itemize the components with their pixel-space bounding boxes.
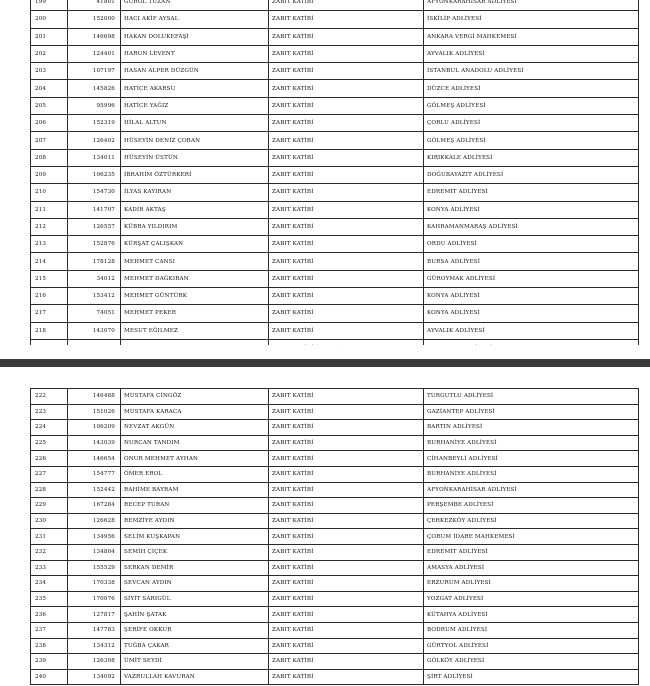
job-title-cell: ZABIT KATİBİ <box>269 80 424 97</box>
full-name-cell: ŞAHİN ŞATAK <box>121 607 269 623</box>
registry-number-cell: 134092 <box>68 669 121 685</box>
full-name-cell: ŞERİFE OKKUR <box>121 622 269 638</box>
full-name-cell: İLYAS KAYIRAN <box>121 184 269 201</box>
table-row <box>31 513 639 529</box>
row-number-cell: 209 <box>31 166 68 183</box>
job-title-cell: ZABIT KATİBİ <box>269 149 424 166</box>
personnel-table-page-1 <box>30 0 639 392</box>
row-number-cell: 205 <box>31 97 68 114</box>
job-title-cell: ZABIT KATİBİ <box>269 544 424 560</box>
job-title-cell: ZABIT KATİBİ <box>269 322 424 339</box>
table-row <box>31 218 639 235</box>
full-name-cell: MUSTAFA KARACA <box>121 404 269 420</box>
job-title-cell: ZABIT KATİBİ <box>269 201 424 218</box>
row-number-cell: 225 <box>31 435 68 451</box>
assigned-unit-cell: EDREMİT ADLİYESİ <box>424 184 639 201</box>
full-name-cell: ONUR MEHMET AYHAN <box>121 451 269 467</box>
job-title-cell: ZABIT KATİBİ <box>269 288 424 305</box>
assigned-unit-cell: ÇORUM İDARE MAHKEMESİ <box>424 529 639 545</box>
registry-number-cell: 126402 <box>68 132 121 149</box>
full-name-cell: VAZRULLAH KAVURAN <box>121 669 269 685</box>
assigned-unit-cell: GÖLMEŞ ADLİYESİ <box>424 97 639 114</box>
full-name-cell: HARUN LEVENT <box>121 45 269 62</box>
table-row <box>31 654 639 670</box>
full-name-cell: NURCAN TANDIM <box>121 435 269 451</box>
registry-number-cell: 106235 <box>68 166 121 183</box>
full-name-cell: KÜRŞAT ÇALIŞKAN <box>121 236 269 253</box>
row-number-cell: 230 <box>31 513 68 529</box>
row-number-cell: 215 <box>31 270 68 287</box>
row-number-cell: 216 <box>31 288 68 305</box>
assigned-unit-cell: İSTANBUL ANADOLU ADLİYESİ <box>424 63 639 80</box>
page-separator-bar <box>0 359 650 367</box>
assigned-unit-cell: KAHRAMANMARAŞ ADLİYESİ <box>424 218 639 235</box>
document-page-2 <box>0 372 650 686</box>
table-row <box>31 576 639 592</box>
assigned-unit-cell: KÜTAHYA ADLİYESİ <box>424 607 639 623</box>
registry-number-cell: 152876 <box>68 236 121 253</box>
assigned-unit-cell: AYVALIK ADLİYESİ <box>424 322 639 339</box>
job-title-cell: ZABIT KATİBİ <box>269 560 424 576</box>
assigned-unit-cell: BARTIN ADLİYESİ <box>424 420 639 436</box>
assigned-unit-cell: GÜRTYOL ADLİYESİ <box>424 638 639 654</box>
registry-number-cell: 126557 <box>68 218 121 235</box>
registry-number-cell: 134011 <box>68 149 121 166</box>
full-name-cell: HATİCE AKARSU <box>121 80 269 97</box>
full-name-cell: HASAN ALPER DÜZGÜN <box>121 63 269 80</box>
registry-number-cell: 154730 <box>68 184 121 201</box>
row-number-cell: 229 <box>31 498 68 514</box>
row-number-cell: 235 <box>31 591 68 607</box>
table-row <box>31 184 639 201</box>
full-name-cell: HİLAL ALTUN <box>121 115 269 132</box>
job-title-cell: ZABIT KATİBİ <box>269 115 424 132</box>
registry-number-cell: 143039 <box>68 435 121 451</box>
full-name-cell: MEHMET CANSI <box>121 253 269 270</box>
registry-number-cell: 178128 <box>68 253 121 270</box>
table-row <box>31 638 639 654</box>
row-number-cell: 231 <box>31 529 68 545</box>
full-name-cell: KADİR AKTAŞ <box>121 201 269 218</box>
registry-number-cell: 146698 <box>68 28 121 45</box>
assigned-unit-cell: ANKARA VERGİ MAHKEMESİ <box>424 28 639 45</box>
full-name-cell: HÜSEYİN ÜSTÜN <box>121 149 269 166</box>
registry-number-cell: 152442 <box>68 482 121 498</box>
registry-number-cell: 74051 <box>68 305 121 322</box>
job-title-cell: ZABIT KATİBİ <box>269 466 424 482</box>
assigned-unit-cell: ÇORLU ADLİYESİ <box>424 115 639 132</box>
personnel-table-page-2 <box>30 388 639 685</box>
assigned-unit-cell: GÖLMEŞ ADLİYESİ <box>424 132 639 149</box>
row-number-cell: 218 <box>31 322 68 339</box>
job-title-cell: ZABIT KATİBİ <box>269 132 424 149</box>
assigned-unit-cell: DOĞUBAYAZIT ADLİYESİ <box>424 166 639 183</box>
table-row <box>31 0 639 11</box>
registry-number-cell: 107197 <box>68 63 121 80</box>
full-name-cell: MEHMET PEKER <box>121 305 269 322</box>
table-row <box>31 622 639 638</box>
row-number-cell: 228 <box>31 482 68 498</box>
row-number-cell: 202 <box>31 45 68 62</box>
assigned-unit-cell: KONYA ADLİYESİ <box>424 305 639 322</box>
table-row <box>31 560 639 576</box>
table-row <box>31 404 639 420</box>
registry-number-cell: 167284 <box>68 498 121 514</box>
registry-number-cell: 126628 <box>68 513 121 529</box>
row-number-cell: 233 <box>31 560 68 576</box>
job-title-cell: ZABIT KATİBİ <box>269 576 424 592</box>
job-title-cell: ZABIT KATİBİ <box>269 529 424 545</box>
full-name-cell: SELİM KUŞKAPAN <box>121 529 269 545</box>
registry-number-cell: 95996 <box>68 97 121 114</box>
full-name-cell: ÜMİT SEYDİ <box>121 654 269 670</box>
table-row <box>31 451 639 467</box>
job-title-cell: ZABIT KATİBİ <box>269 28 424 45</box>
row-number-cell: 232 <box>31 544 68 560</box>
row-number-cell: 203 <box>31 63 68 80</box>
full-name-cell: RAHİME BAYRAM <box>121 482 269 498</box>
job-title-cell: ZABIT KATİBİ <box>269 305 424 322</box>
job-title-cell: ZABIT KATİBİ <box>269 638 424 654</box>
full-name-cell: NEVZAT AKGÜN <box>121 420 269 436</box>
full-name-cell: HÜSEYİN DENİZ ÇOBAN <box>121 132 269 149</box>
registry-number-cell: 154777 <box>68 466 121 482</box>
full-name-cell: ÖMER EROL <box>121 466 269 482</box>
registry-number-cell: 127817 <box>68 607 121 623</box>
job-title-cell: ZABIT KATİBİ <box>269 0 424 11</box>
row-number-cell: 226 <box>31 451 68 467</box>
assigned-unit-cell: GÜROYMAK ADLİYESİ <box>424 270 639 287</box>
assigned-unit-cell: BURHANİYE ADLİYESİ <box>424 435 639 451</box>
full-name-cell: SEVCAN AYDIN <box>121 576 269 592</box>
registry-number-cell: 170338 <box>68 576 121 592</box>
table-row <box>31 97 639 114</box>
table-row <box>31 166 639 183</box>
table-row <box>31 201 639 218</box>
job-title-cell: ZABIT KATİBİ <box>269 498 424 514</box>
assigned-unit-cell: GAZİANTEP ADLİYESİ <box>424 404 639 420</box>
job-title-cell: ZABIT KATİBİ <box>269 513 424 529</box>
registry-number-cell: 153412 <box>68 288 121 305</box>
row-number-cell: 217 <box>31 305 68 322</box>
assigned-unit-cell: TURGUTLU ADLİYESİ <box>424 389 639 405</box>
registry-number-cell: 170076 <box>68 591 121 607</box>
table-row <box>31 482 639 498</box>
job-title-cell: ZABIT KATİBİ <box>269 591 424 607</box>
row-number-cell: 213 <box>31 236 68 253</box>
full-name-cell: GÜROL TUZAN <box>121 0 269 11</box>
table-row <box>31 28 639 45</box>
full-name-cell: SEMİH ÇİÇEK <box>121 544 269 560</box>
table-row <box>31 149 639 166</box>
row-number-cell: 207 <box>31 132 68 149</box>
table-row <box>31 11 639 28</box>
registry-number-cell: 134956 <box>68 529 121 545</box>
assigned-unit-cell: EDREMİT ADLİYESİ <box>424 544 639 560</box>
full-name-cell: KÜBRA YILDIRIM <box>121 218 269 235</box>
job-title-cell: ZABIT KATİBİ <box>269 622 424 638</box>
row-number-cell: 208 <box>31 149 68 166</box>
row-number-cell: 211 <box>31 201 68 218</box>
row-number-cell: 237 <box>31 622 68 638</box>
job-title-cell: ZABIT KATİBİ <box>269 482 424 498</box>
full-name-cell: MUSTAFA CİNGÖZ <box>121 389 269 405</box>
registry-number-cell: 146488 <box>68 389 121 405</box>
assigned-unit-cell: KIRIKKALE ADLİYESİ <box>424 149 639 166</box>
job-title-cell: ZABIT KATİBİ <box>269 166 424 183</box>
assigned-unit-cell: KONYA ADLİYESİ <box>424 201 639 218</box>
table-row <box>31 253 639 270</box>
table-body-page-1 <box>31 0 639 391</box>
table-row <box>31 669 639 685</box>
assigned-unit-cell: ORDU ADLİYESİ <box>424 236 639 253</box>
job-title-cell: ZABIT KATİBİ <box>269 389 424 405</box>
job-title-cell: ZABIT KATİBİ <box>269 420 424 436</box>
table-row <box>31 45 639 62</box>
row-number-cell: 227 <box>31 466 68 482</box>
job-title-cell: ZABIT KATİBİ <box>269 607 424 623</box>
full-name-cell: TUĞBA ÇAKAR <box>121 638 269 654</box>
table-row <box>31 305 639 322</box>
table-row <box>31 288 639 305</box>
assigned-unit-cell: AFYONKARAHİSAR ADLİYESİ <box>424 0 639 11</box>
assigned-unit-cell: PERŞEMBE ADLİYESİ <box>424 498 639 514</box>
registry-number-cell: 145826 <box>68 80 121 97</box>
assigned-unit-cell: CİHANBEYLİ ADLİYESİ <box>424 451 639 467</box>
job-title-cell: ZABIT KATİBİ <box>269 451 424 467</box>
full-name-cell: SERKAN DEMİR <box>121 560 269 576</box>
registry-number-cell: 106209 <box>68 420 121 436</box>
registry-number-cell: 141707 <box>68 201 121 218</box>
table-body-page-2 <box>31 389 639 685</box>
registry-number-cell: 126308 <box>68 654 121 670</box>
job-title-cell: ZABIT KATİBİ <box>269 435 424 451</box>
table-row <box>31 115 639 132</box>
assigned-unit-cell: ŞİRT ADLİYESİ <box>424 669 639 685</box>
full-name-cell: RECEP TURAN <box>121 498 269 514</box>
assigned-unit-cell: AMASYA ADLİYESİ <box>424 560 639 576</box>
registry-number-cell: 152000 <box>68 11 121 28</box>
row-number-cell: 238 <box>31 638 68 654</box>
row-number-cell: 199 <box>31 0 68 11</box>
job-title-cell: ZABIT KATİBİ <box>269 669 424 685</box>
registry-number-cell: 155529 <box>68 560 121 576</box>
registry-number-cell: 143070 <box>68 322 121 339</box>
row-number-cell: 206 <box>31 115 68 132</box>
assigned-unit-cell: İSKİLİP ADLİYESİ <box>424 11 639 28</box>
registry-number-cell: 41801 <box>68 0 121 11</box>
job-title-cell: ZABIT KATİBİ <box>269 63 424 80</box>
job-title-cell: ZABIT KATİBİ <box>269 270 424 287</box>
table-row <box>31 498 639 514</box>
table-row <box>31 80 639 97</box>
page-separator <box>0 345 650 372</box>
table-row <box>31 529 639 545</box>
full-name-cell: HATİCE YAĞIZ <box>121 97 269 114</box>
full-name-cell: MEHMET GÜNTÜRK <box>121 288 269 305</box>
table-row <box>31 322 639 339</box>
assigned-unit-cell: ÇERKEZKÖY ADLİYESİ <box>424 513 639 529</box>
full-name-cell: HACI AKİF AYSAL <box>121 11 269 28</box>
job-title-cell: ZABIT KATİBİ <box>269 253 424 270</box>
assigned-unit-cell: GÖLKÖY ADLİYESİ <box>424 654 639 670</box>
table-row <box>31 63 639 80</box>
job-title-cell: ZABIT KATİBİ <box>269 11 424 28</box>
job-title-cell: ZABIT KATİBİ <box>269 45 424 62</box>
full-name-cell: MEHMET DAĞKIRAN <box>121 270 269 287</box>
job-title-cell: ZABIT KATİBİ <box>269 97 424 114</box>
registry-number-cell: 124401 <box>68 45 121 62</box>
registry-number-cell: 146654 <box>68 451 121 467</box>
row-number-cell: 200 <box>31 11 68 28</box>
row-number-cell: 236 <box>31 607 68 623</box>
job-title-cell: ZABIT KATİBİ <box>269 404 424 420</box>
full-name-cell: HAKAN DOLUKEFAŞİ <box>121 28 269 45</box>
assigned-unit-cell: AYVALIK ADLİYESİ <box>424 45 639 62</box>
full-name-cell: İBRAHİM ÖZTÜRKERİ <box>121 166 269 183</box>
row-number-cell: 234 <box>31 576 68 592</box>
assigned-unit-cell: BURSA ADLİYESİ <box>424 253 639 270</box>
table-row <box>31 236 639 253</box>
row-number-cell: 210 <box>31 184 68 201</box>
row-number-cell: 239 <box>31 654 68 670</box>
registry-number-cell: 152319 <box>68 115 121 132</box>
job-title-cell: ZABIT KATİBİ <box>269 218 424 235</box>
assigned-unit-cell: BODRUM ADLİYESİ <box>424 622 639 638</box>
row-number-cell: 224 <box>31 420 68 436</box>
table-row <box>31 435 639 451</box>
row-number-cell: 223 <box>31 404 68 420</box>
full-name-cell: MESUT EĞILMEZ <box>121 322 269 339</box>
table-row <box>31 420 639 436</box>
assigned-unit-cell: YOZGAT ADLİYESİ <box>424 591 639 607</box>
registry-number-cell: 147783 <box>68 622 121 638</box>
assigned-unit-cell: KONYA ADLİYESİ <box>424 288 639 305</box>
row-number-cell: 212 <box>31 218 68 235</box>
table-row <box>31 466 639 482</box>
row-number-cell: 240 <box>31 669 68 685</box>
table-row <box>31 270 639 287</box>
row-number-cell: 201 <box>31 28 68 45</box>
table-row <box>31 389 639 405</box>
full-name-cell: SİYİT SARIGÜL <box>121 591 269 607</box>
full-name-cell: REMZİYE AYDIN <box>121 513 269 529</box>
assigned-unit-cell: DÜZCE ADLİYESİ <box>424 80 639 97</box>
table-row <box>31 607 639 623</box>
job-title-cell: ZABIT KATİBİ <box>269 654 424 670</box>
registry-number-cell: 151026 <box>68 404 121 420</box>
assigned-unit-cell: BURHANİYE ADLİYESİ <box>424 466 639 482</box>
assigned-unit-cell: AFYONKARAHİSAR ADLİYESİ <box>424 482 639 498</box>
table-row <box>31 591 639 607</box>
job-title-cell: ZABIT KATİBİ <box>269 236 424 253</box>
table-row <box>31 132 639 149</box>
row-number-cell: 222 <box>31 389 68 405</box>
job-title-cell: ZABIT KATİBİ <box>269 184 424 201</box>
registry-number-cell: 34012 <box>68 270 121 287</box>
registry-number-cell: 134312 <box>68 638 121 654</box>
registry-number-cell: 134804 <box>68 544 121 560</box>
assigned-unit-cell: ERZURUM ADLİYESİ <box>424 576 639 592</box>
row-number-cell: 214 <box>31 253 68 270</box>
table-row <box>31 544 639 560</box>
row-number-cell: 204 <box>31 80 68 97</box>
